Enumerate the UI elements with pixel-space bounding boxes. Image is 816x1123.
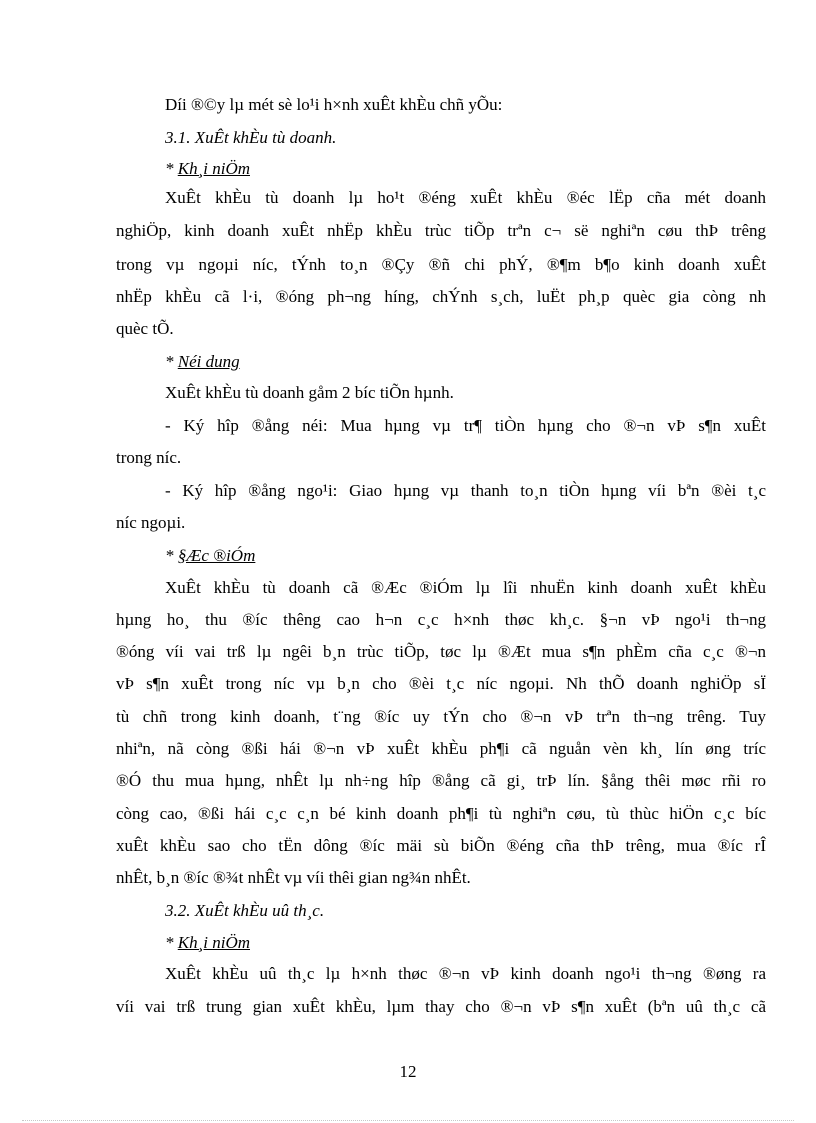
- bullet-asterisk: *: [165, 159, 174, 178]
- paragraph-line: XuÊt khÈu uû th¸c lµ h×nh thøc ®¬n vÞ kinh doanh ngo¹i th¬ng ®øng ra: [165, 964, 766, 983]
- paragraph-line: tù chñ trong kinh doanh, t¨ng ®íc uy tÝn cho ®¬n vÞ trªn th¬ng trêng. Tuy: [116, 707, 766, 726]
- paragraph-line: - Ký hîp ®ång ngo¹i: Giao hµng vµ thanh to¸n tiÒn hµng víi bªn ®èi t¸c: [165, 481, 766, 500]
- subheading-concept-label: Kh¸i niÖm: [177, 159, 250, 178]
- paragraph-line: níc ngoµi.: [116, 513, 186, 532]
- subheading-concept-2-label: Kh¸i niÖm: [177, 933, 250, 952]
- paragraph-line: trong vµ ngoµi níc, tÝnh to¸n ®Çy ®ñ chi phÝ, ®¶m b¶o kinh doanh xuÊt: [116, 255, 766, 274]
- paragraph-line: XuÊt khÈu tù doanh cã ®Æc ®iÓm lµ lîi nhuËn kinh doanh xuÊt khÈu: [165, 578, 766, 597]
- paragraph-line: nhËp khÈu cã l·i, ®óng ph¬ng híng, chÝnh s¸ch, luËt ph¸p quèc gia còng nh: [116, 287, 766, 306]
- intro-line: Díi ®©y lµ mét sè lo¹i h×nh xuÊt khÈu chñ yÕu:: [165, 95, 503, 114]
- paragraph-line: còng cao, ®ßi hái c¸c c¸n bé kinh doanh ph¶i tù nghiªn cøu, tù thùc hiÖn c¸c bíc: [116, 804, 766, 823]
- paragraph-line: trong níc.: [116, 448, 182, 467]
- paragraph-line: xuÊt khÈu sao cho tËn dông ®íc mäi sù biÕn ®éng cña thÞ trêng, mua ®íc rÎ: [116, 836, 766, 855]
- section-heading-3-1: 3.1. XuÊt khÈu tù doanh.: [165, 128, 337, 147]
- paragraph-line: hµng ho¸ thu ®íc thêng cao h¬n c¸c h×nh thøc kh¸c. §¬n vÞ ngo¹i th¬ng: [116, 610, 766, 629]
- bullet-asterisk: *: [165, 352, 174, 371]
- page-number: 12: [399, 1062, 417, 1081]
- paragraph-line: ®Ó thu mua hµng, nhÊt lµ nh÷ng hîp ®ång cã gi¸ trÞ lín. §ång thêi møc rñi ro: [116, 771, 766, 790]
- bullet-asterisk: *: [165, 546, 174, 565]
- paragraph-line: XuÊt khÈu tù doanh lµ ho¹t ®éng xuÊt khÈu ®éc lËp cña mét doanh: [165, 188, 766, 207]
- bullet-asterisk: *: [165, 933, 174, 952]
- paragraph-line: nhÊt, b¸n ®íc ®¾t nhÊt vµ víi thêi gian ng¾n nhÊt.: [116, 868, 471, 887]
- subheading-content: [165, 351, 766, 373]
- paragraph-line: vÞ s¶n xuÊt trong níc vµ b¸n cho ®èi t¸c níc ngoµi. Nh thÕ doanh nghiÖp sÏ: [116, 674, 766, 693]
- subheading-features-label: §Æc ®iÓm: [177, 546, 256, 565]
- paragraph-line: XuÊt khÈu tù doanh gåm 2 bíc tiÕn hµnh.: [165, 383, 454, 402]
- subheading-concept: [165, 158, 766, 180]
- paragraph-line: nghiÖp, kinh doanh xuÊt nhËp khÈu trùc tiÕp trªn c¬ së nghiªn cøu thÞ trêng: [116, 221, 766, 240]
- subheading-features: [165, 545, 766, 567]
- subheading-content-label: Néi dung: [177, 352, 240, 371]
- paragraph-line: quèc tÕ.: [116, 319, 174, 338]
- paragraph-line: nhiªn, nã còng ®ßi hái ®¬n vÞ xuÊt khÈu ph¶i cã nguån vèn kh¸ lín øng tríc: [116, 739, 766, 758]
- paragraph-line: - Ký hîp ®ång néi: Mua hµng vµ tr¶ tiÒn hµng cho ®¬n vÞ s¶n xuÊt: [165, 416, 766, 435]
- page-bottom-divider: [22, 1120, 794, 1121]
- subheading-concept-2: [165, 932, 766, 954]
- paragraph-line: víi vai trß trung gian xuÊt khÈu, lµm thay cho ®¬n vÞ s¶n xuÊt (bªn uû th¸c cã: [116, 997, 766, 1016]
- section-heading-3-2: 3.2. XuÊt khÈu uû th¸c.: [165, 901, 325, 920]
- paragraph-line: ®óng víi vai trß lµ ngêi b¸n trùc tiÕp, tøc lµ ®Æt mua s¶n phÈm cña c¸c ®¬n: [116, 642, 766, 661]
